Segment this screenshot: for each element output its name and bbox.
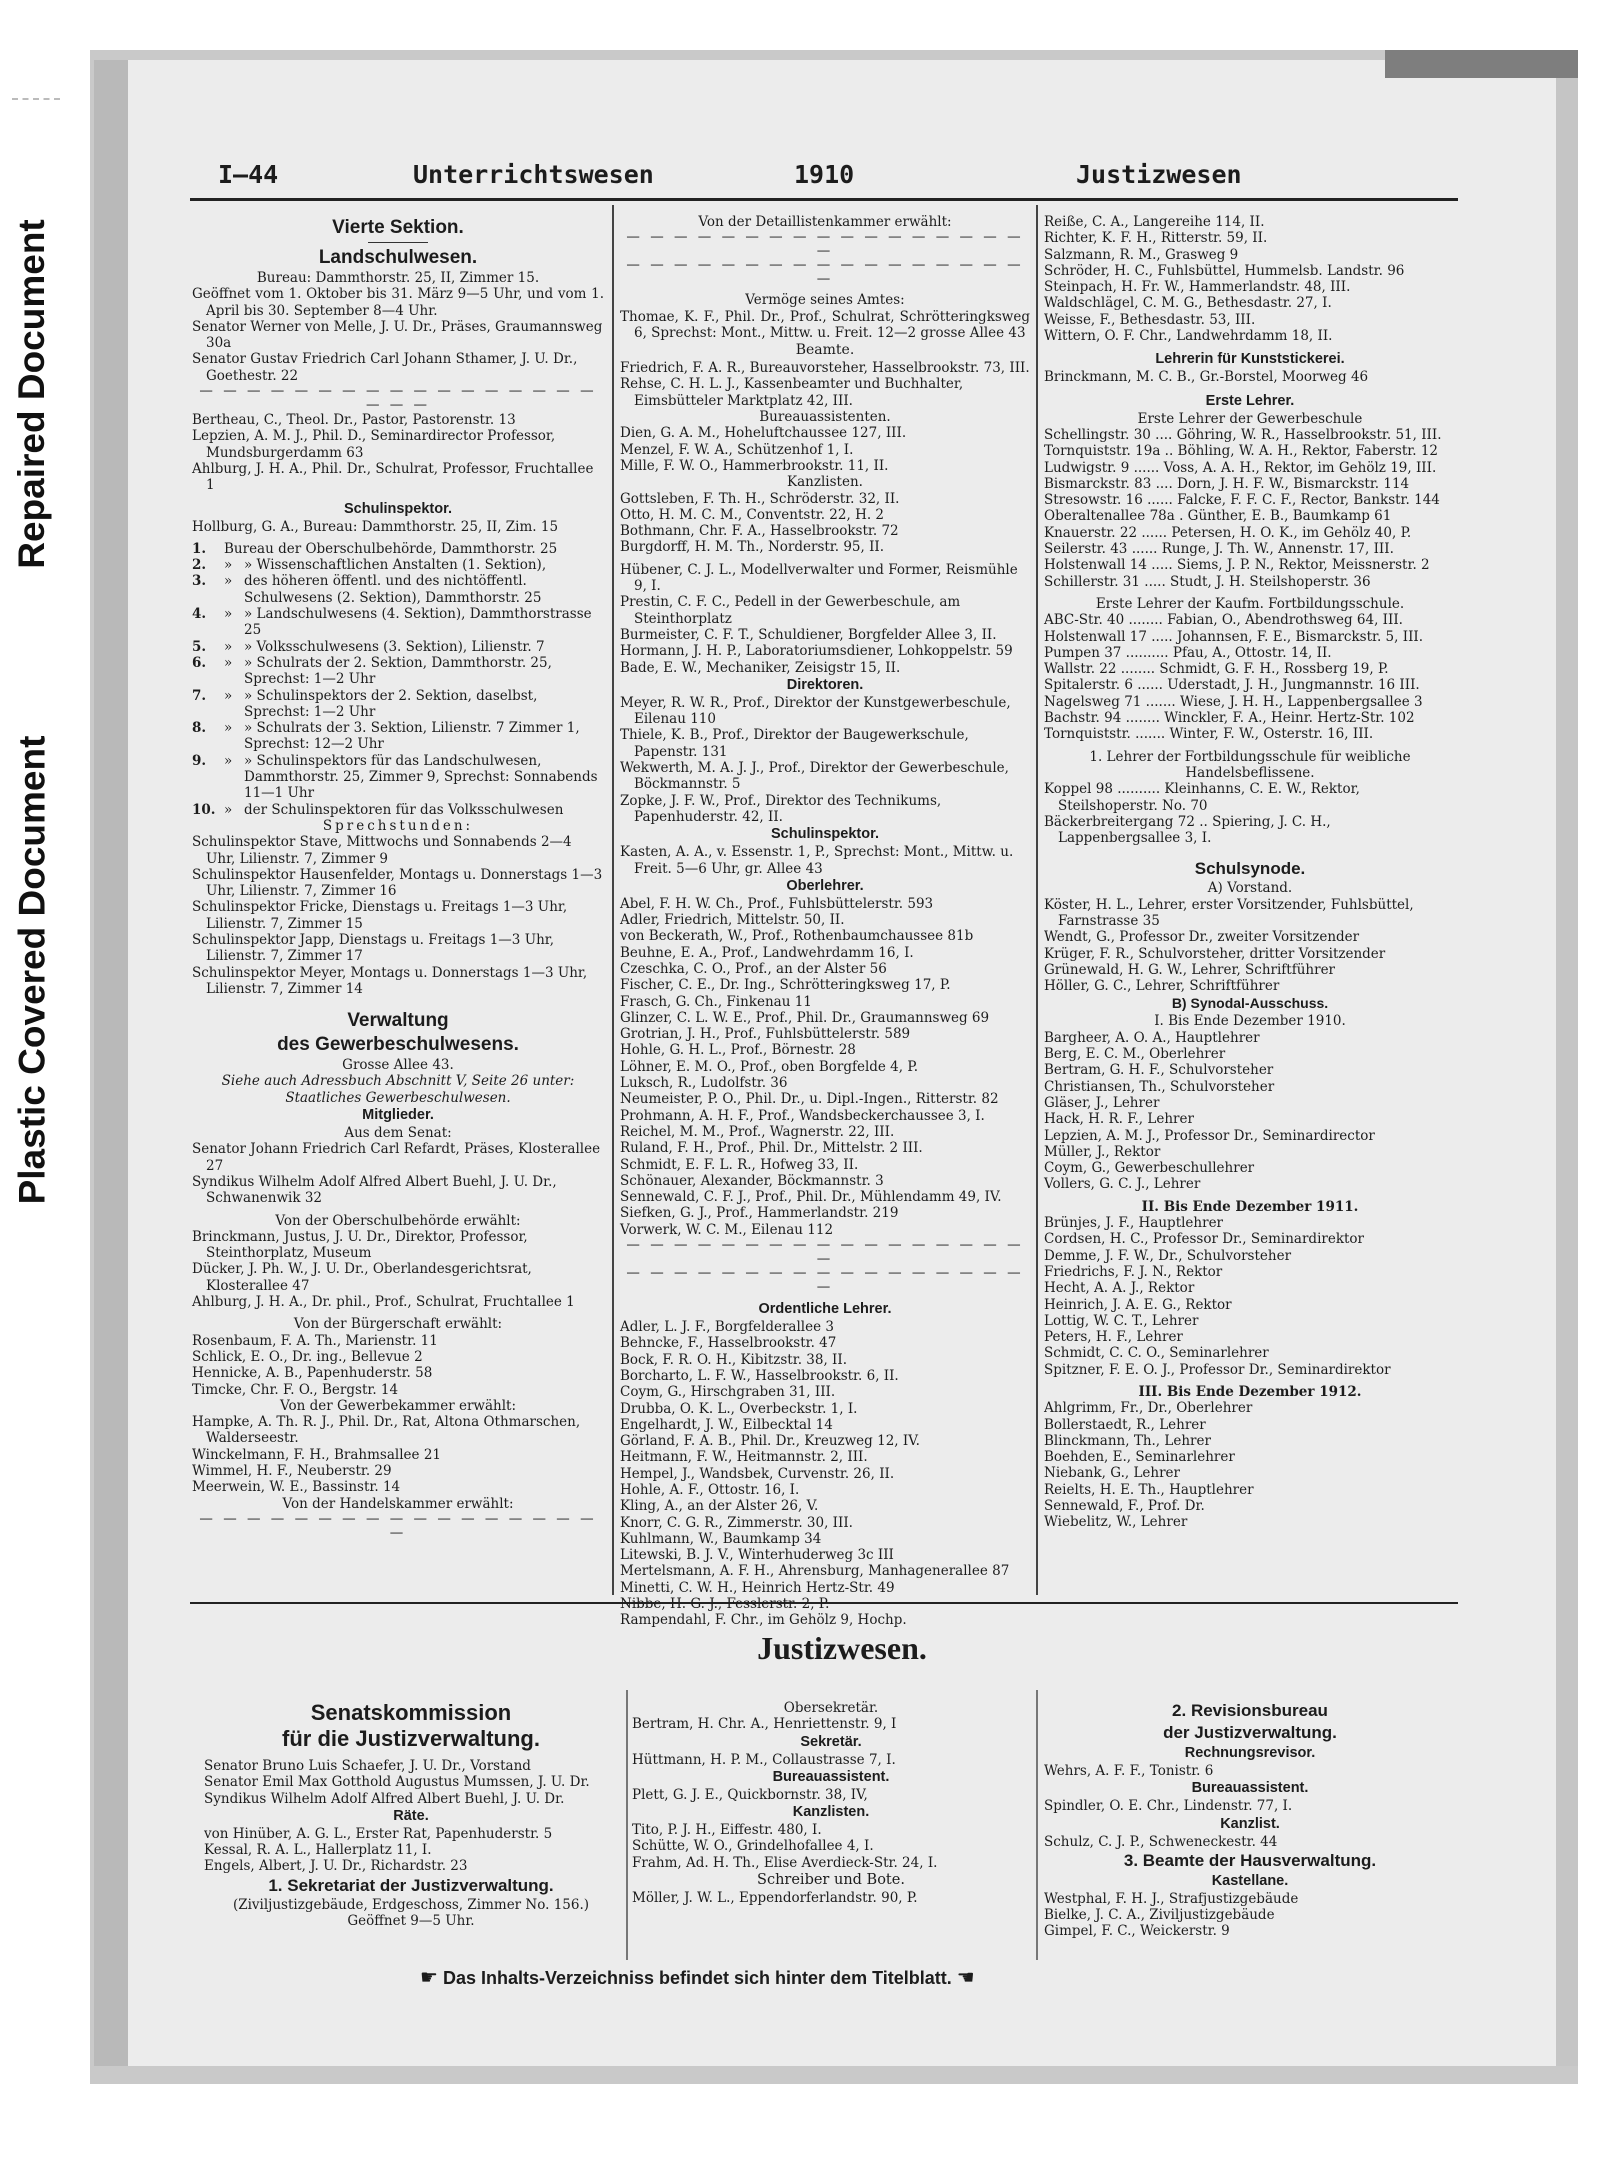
bureau-number: 1. (192, 540, 207, 557)
erste-lehrer-subheading: Erste Lehrer der Gewerbeschule (1137, 410, 1363, 427)
bureau-number: 3. (192, 573, 207, 590)
sprechstunden-heading: Sprechstunden: (322, 817, 474, 834)
buerger-entry: Hennicke, A. B., Papenhuderstr. 58 (192, 1365, 433, 1382)
oberlehrer-entry: Sennewald, C. F. J., Prof., Phil. Dr., Mühlendamm 49, IV. (620, 1189, 1002, 1206)
handel-entry: Bäckerbreitergang 72 .. Spiering, J. C. H., Lappenbergsallee 3, I. (1044, 813, 1331, 847)
lehrer-entry: Engelhardt, J. W., Eilbecktal 14 (620, 1416, 833, 1433)
buerger-entry: Timcke, Chr. F. O., Bergstr. 14 (192, 1381, 399, 1398)
oberlehrer-entry: Neumeister, P. O., Phil. Dr., u. Dipl.-Ingen., Ritterstr. 82 (620, 1091, 999, 1108)
staff-entry: Prestin, C. F. C., Pedell in der Gewerbeschule, am Steinthorplatz (620, 594, 961, 627)
senat-entry: Senator Johann Friedrich Carl Refardt, Präses, Klosterallee 27 (192, 1141, 601, 1174)
sidebar-label-repaired (6, 124, 58, 664)
erste-entry: Seilerstr. 43 ...... Runge, J. Th. W., Annenstr. 17, III. (1044, 541, 1394, 558)
sekretariat-hours: Geöffnet 9—5 Uhr. (347, 1913, 475, 1930)
bureau-row (192, 655, 604, 688)
bote-entry: Möller, J. W. L., Eppendorferlandstr. 90, P. (632, 1890, 918, 1907)
bureau-row (192, 557, 604, 573)
ausschuss-entry: Peters, H. F., Lehrer (1044, 1329, 1183, 1346)
dash-line: — — — — — — — — — — — — — — — — — — (626, 1265, 1024, 1296)
sidebar-label-plastic (6, 700, 58, 1240)
period-1-heading: I. Bis Ende Dezember 1910. (1154, 1013, 1346, 1030)
inspektor-entry: Hollburg, G. A., Bureau: Dammthorstr. 25, II, Zim. 15 (192, 518, 559, 535)
ditto-mark: » (224, 573, 233, 590)
page-fold-shadow (94, 60, 128, 2066)
bureau-number: 2. (192, 557, 207, 574)
gewerbekammer-heading: Von der Gewerbekammer erwählt: (280, 1397, 516, 1414)
vorstand-entry: Wendt, G., Professor Dr., zweiter Vorsitzender (1044, 929, 1360, 946)
sprechstunde-entry: Schulinspektor Stave, Mittwochs und Sonnabends 2—4 Uhr, Lilienstr. 7, Zimmer 9 (192, 834, 572, 867)
kanzlisten-heading: Kanzlisten. (787, 474, 863, 491)
bureau-number: 10. (192, 801, 216, 818)
assist-entry: Mille, F. W. O., Hammerbrookstr. 11, II. (620, 457, 889, 474)
bureauassistent-heading: Bureauassistent. (772, 1768, 890, 1785)
erste-entry: Tornquiststr. 19a .. Böhling, W. A. H., Rektor, Faberstr. 12 (1044, 443, 1439, 460)
revisionsbureau-title: 2. Revisionsbureau (1172, 1701, 1328, 1720)
ausschuss-entry: Wiebelitz, W., Lehrer (1044, 1514, 1188, 1531)
erste-entry: Bismarckstr. 83 .... Dorn, J. H. F. W., Bismarckstr. 114 (1044, 475, 1410, 492)
ausschuss-entry: Schmidt, C. C. O., Seminarlehrer (1044, 1345, 1269, 1362)
ausschuss-entry: Spitzner, F. E. O. J., Professor Dr., Seminardirektor (1044, 1361, 1391, 1378)
rat-entry: Engels, Albert, J. U. Dr., Richardstr. 23 (204, 1858, 468, 1875)
buergerschaft-heading: Von der Bürgerschaft erwählt: (293, 1316, 503, 1333)
revisionsbureau-subtitle: der Justizverwaltung. (1163, 1723, 1337, 1742)
kunst-entry: Brinckmann, M. C. B., Gr.-Borstel, Moorweg 46 (1044, 369, 1369, 386)
justizverwaltung-title: für die Justizverwaltung. (282, 1726, 540, 1751)
direktor-entry: Zopke, J. F. W., Prof., Direktor des Technikums, Papenhuderstr. 42, II. (620, 792, 942, 825)
gewerbe-entry: Winckelmann, F. H., Brahmsallee 21 (192, 1446, 441, 1463)
lehrer-entry: Rampendahl, F. Chr., im Gehölz 9, Hochp. (620, 1612, 907, 1629)
ober-entry: Dücker, J. Ph. W., J. U. Dr., Oberlandesgerichtsrat, Klosterallee 47 (192, 1261, 532, 1294)
lehrer-entry: Adler, L. J. F., Borgfelderallee 3 (620, 1319, 834, 1336)
ditto-mark: » (224, 606, 233, 623)
kanz-entry: Burgdorff, H. M. Th., Norderstr. 95, II. (620, 539, 885, 556)
short-rule (368, 242, 428, 243)
bureau-text: » Landschulwesens (4. Sektion), Dammthorstrasse 25 (244, 606, 592, 639)
pointing-hand-left-icon: ☚ (956, 1967, 975, 1989)
erste-entry: Ludwigstr. 9 ...... Voss, A. A. H., Rektor, im Gehölz 19, III. (1044, 459, 1437, 476)
sprechstunde-entry: Schulinspektor Fricke, Dienstags u. Freitags 1—3 Uhr, Lilienstr. 7, Zimmer 15 (192, 899, 568, 932)
lehrer-entry: Schröder, H. C., Fuhlsbüttel, Hummelsb. Landstr. 96 (1044, 262, 1405, 279)
schulinspektor2-heading: Schulinspektor. (771, 826, 879, 843)
kastellane-heading: Kastellane. (1211, 1872, 1289, 1889)
running-head-right: Justizwesen (1076, 160, 1242, 189)
mitglieder-heading: Mitglieder. (362, 1107, 434, 1124)
kastellan-entry: Bielke, J. C. A., Ziviljustizgebäude (1044, 1907, 1275, 1924)
lehrer-entry: Behncke, F., Hasselbrookstr. 47 (620, 1335, 837, 1352)
bote-heading: Schreiber und Bote. (757, 1872, 905, 1889)
oberlehrer-entry: Löhner, E. M. O., Prof., oben Borgfelde 4, P. (620, 1058, 918, 1075)
bureau-row (192, 573, 604, 606)
justiz-column-rule-2 (1036, 1690, 1038, 1960)
obersekretaer-heading: Obersekretär. (783, 1700, 879, 1716)
oberlehrer-entry: Ruland, F. H., Prof., Phil. Dr., Mittelstr. 2 III. (620, 1140, 923, 1157)
dash-line: — — — — — — — — — — — — — — — — — — — — (199, 383, 597, 414)
ditto-mark: » (224, 638, 233, 655)
fortbildung-heading: Erste Lehrer der Kaufm. Fortbildungsschule. (1095, 595, 1405, 612)
pointing-hand-icon: ☛ (420, 1967, 438, 1989)
rechnungsrevisor-heading: Rechnungsrevisor. (1184, 1745, 1316, 1761)
fort-entry: Tornquiststr. ....... Winter, F. W., Osterstr. 16, III. (1044, 726, 1374, 743)
period-2-heading: II. Bis Ende Dezember 1911. (1141, 1198, 1359, 1215)
gewerbe-entry: Wimmel, H. F., Neuberstr. 29 (192, 1463, 392, 1479)
ausschuss-entry: Niebank, G., Lehrer (1044, 1465, 1180, 1482)
oberlehrer-entry: Grotrian, J. H., Prof., Fuhlsbüttelerstr. 589 (620, 1026, 911, 1043)
amtes-heading: Vermöge seines Amtes: (745, 292, 905, 309)
bureau-number: 4. (192, 606, 207, 623)
verwaltung-title: Verwaltung (347, 1010, 449, 1032)
dash-line: — — — — — — — — — — — — — — — — — — (626, 229, 1024, 260)
sekretariat-heading: 1. Sekretariat der Justizverwaltung. (268, 1875, 554, 1895)
verwaltung-note: Siehe auch Adressbuch Abschnitt V, Seite 26 unter: Staatliches Gewerbeschulwesen. (221, 1073, 575, 1106)
bureauassistent-entry: Plett, G. J. E., Quickbornstr. 38, IV, (632, 1786, 868, 1803)
kastellan-entry: Gimpel, F. C., Weickerstr. 9 (1044, 1923, 1230, 1940)
lehrer-entry: Reiße, C. A., Langereihe 114, II. (1044, 214, 1265, 230)
senat-member-entry: Senator Bruno Luis Schaefer, J. U. Dr., Vorstand (204, 1758, 531, 1774)
vorstand-entry: Grünewald, H. G. W., Lehrer, Schriftführer (1044, 961, 1336, 978)
ausschuss-entry: Ahlgrimm, Fr., Dr., Oberlehrer (1044, 1400, 1253, 1417)
bureau-number: 5. (192, 638, 207, 655)
erste-entry: Knauerstr. 22 ...... Petersen, H. O. K., im Gehölz 40, P. (1044, 524, 1412, 541)
column-rule-1 (612, 205, 614, 1595)
bureau-text: des höheren öffentl. und des nichtöffentl. Schulwesens (2. Sektion), Dammthorstr. 25 (244, 573, 542, 606)
kanzlist-single-entry: Schulz, C. J. P., Schweneckestr. 44 (1044, 1833, 1278, 1850)
ausschuss-entry: Christiansen, Th., Schulvorsteher (1044, 1078, 1275, 1095)
ausschuss-entry: Heinrich, J. A. E. G., Rektor (1044, 1296, 1232, 1313)
bureau-row (192, 720, 604, 753)
raete-heading: Räte. (393, 1807, 429, 1824)
justiz-left-column (204, 1700, 618, 1929)
fort-entry: ABC-Str. 40 ........ Fabian, O., Abendrothsweg 64, III. (1044, 612, 1403, 629)
justiz-right-column (1044, 1700, 1456, 1940)
lehrer-entry: Drubba, O. K. L., Overbeckstr. 1, I. (620, 1400, 858, 1417)
ausschuss-entry: Bargheer, A. O. A., Hauptlehrer (1044, 1029, 1260, 1046)
bureau-row (192, 688, 604, 721)
ditto-mark: » (224, 720, 233, 737)
sekretaer-heading: Sekretär. (800, 1733, 862, 1750)
bureau-text: » Schulrats der 3. Sektion, Lilienstr. 7 Zimmer 1, Sprechst: 12—2 Uhr (244, 720, 580, 753)
ausschuss-entry: Reielts, H. E. Th., Hauptlehrer (1044, 1481, 1254, 1498)
gewerbe-entry: Meerwein, W. E., Bassinstr. 14 (192, 1479, 401, 1496)
fort-entry: Spitalerstr. 6 ...... Uderstadt, J. H., Jungmannstr. 16 III. (1044, 677, 1420, 694)
vorstand-heading: A) Vorstand. (1207, 880, 1293, 897)
lehrer-entry: Coym, G., Hirschgraben 31, III. (620, 1384, 836, 1401)
oberlehrer-entry: Hohle, G. H. L., Prof., Börnestr. 28 (620, 1042, 856, 1059)
fort-entry: Holstenwall 17 ..... Johannsen, F. E., Bismarckstr. 5, III. (1044, 628, 1424, 645)
justiz-middle-column (632, 1700, 1030, 1906)
footer-note (420, 1965, 1420, 1990)
sekretaer-entry: Hüttmann, H. P. M., Collaustrasse 7, I. (632, 1751, 896, 1768)
senat-member-entry: Senator Emil Max Gotthold Augustus Mumssen, J. U. Dr. (204, 1774, 590, 1791)
lehrer-entry: Knorr, C. G. R., Zimmerstr. 30, III. (620, 1514, 853, 1531)
assist-entry: Dien, G. A. M., Hoheluftchaussee 127, III. (620, 425, 907, 442)
erste-entry: Holstenwall 14 ..... Siems, J. P. N., Rektor, Meissnerstr. 2 (1044, 557, 1430, 574)
bureau-text: » Schulrats der 2. Sektion, Dammthorstr. 25, Sprechst: 1—2 Uhr (244, 654, 552, 688)
opening-hours: Geöffnet vom 1. Oktober bis 31. März 9—5 Uhr, und vom 1. April bis 30. September 8—4 Uhr. (192, 286, 604, 319)
handel-entry: Koppel 98 .......... Kleinhanns, C. E. W., Rektor, Steilshoperstr. No. 70 (1044, 781, 1360, 814)
detaillistenkammer-heading: Von der Detaillistenkammer erwählt: (698, 214, 952, 230)
assist-entry: Menzel, F. W. A., Schützenhof 1, I. (620, 441, 854, 458)
column-1 (192, 216, 604, 1540)
lehrer-entry: Nibbe, H. G. J., Fesslerstr. 2, P. (620, 1596, 830, 1613)
vorstand-entry: Krüger, F. R., Schulvorsteher, dritter Vorsitzender (1044, 945, 1386, 962)
column-rule-2 (1036, 205, 1038, 1595)
kanzlist-entry: Frahm, Ad. H. Th., Elise Averdieck-Str. 24, I. (632, 1854, 938, 1871)
assistent-entry: Spindler, O. E. Chr., Lindenstr. 77, I. (1044, 1798, 1293, 1815)
ausschuss-entry: Sennewald, F., Prof. Dr. (1044, 1498, 1205, 1515)
direktor-entry: Meyer, R. W. R., Prof., Direktor der Kunstgewerbeschule, Eilenau 110 (620, 694, 1011, 728)
page-right-edge (1556, 60, 1578, 2066)
justiz-column-rule-1 (626, 1690, 628, 1960)
buerger-entry: Rosenbaum, F. A. Th., Marienstr. 11 (192, 1332, 438, 1349)
oberlehrer-entry: Luksch, R., Ludolfstr. 36 (620, 1075, 788, 1092)
ausschuss-entry: Berg, E. C. M., Oberlehrer (1044, 1046, 1226, 1063)
ausschuss-entry: Brünjes, J. F., Hauptlehrer (1044, 1215, 1224, 1232)
bureau-text: » Schulinspektors für das Landschulwesen, Dammthorstr. 25, Zimmer 9, Sprechst: Sonnabends 11—1 Uhr (244, 752, 598, 802)
staff-entry: Hübener, C. J. L., Modellverwalter und Former, Reismühle 9, I. (620, 561, 1018, 595)
kanzlist-entry: Schütte, W. O., Grindelhofallee 4, I. (632, 1838, 874, 1855)
ditto-mark: » (224, 687, 233, 704)
bureau-row (192, 606, 604, 639)
kanz-entry: Bothmann, Chr. F. A., Hasselbrookstr. 72 (620, 523, 899, 540)
lehrer-entry: Minetti, C. W. H., Heinrich Hertz-Str. 49 (620, 1579, 895, 1596)
lehrer-entry: Wittern, O. F. Chr., Landwehrdamm 18, II. (1044, 328, 1333, 345)
sprechstunde-entry: Schulinspektor Japp, Dienstags u. Freitags 1—3 Uhr, Lilienstr. 7, Zimmer 17 (192, 931, 555, 965)
lehrer-entry: Salzmann, R. M., Grasweg 9 (1044, 246, 1239, 263)
ausschuss-entry: Demme, J. F. W., Dr., Schulvorsteher (1044, 1247, 1292, 1264)
oberlehrer-entry: Schönauer, Alexander, Böckmannstr. 3 (620, 1172, 884, 1189)
lehrer-entry: Heitmann, F. W., Heitmannstr. 2, III. (620, 1449, 868, 1466)
lehrer-entry: Mertelsmann, A. F. H., Ahrensburg, Manhagenerallee 87 (620, 1563, 1010, 1580)
bureau-number: 9. (192, 752, 207, 769)
bureau-text: » Volksschulwesens (3. Sektion), Lilienstr. 7 (244, 638, 545, 655)
lehrer-entry: Hempel, J., Wandsbek, Curvenstr. 26, II. (620, 1465, 895, 1482)
lehrer-entry: Borcharto, L. F. W., Hasselbrookstr. 6, II. (620, 1367, 899, 1384)
member-entry: Senator Gustav Friedrich Carl Johann Sthamer, J. U. Dr., Goethestr. 22 (192, 351, 578, 384)
column-3 (1044, 214, 1456, 1531)
sekretariat-location: (Ziviljustizgebäude, Erdgeschoss, Zimmer No. 156.) (232, 1896, 590, 1913)
ausschuss-entry: Bollerstaedt, R., Lehrer (1044, 1416, 1206, 1433)
inspektor-entry: Kasten, A. A., v. Essenstr. 1, P., Sprechst: Mont., Mittw. u. Freit. 5—6 Uhr, gr. Allee 43 (620, 844, 1014, 877)
footer-text: Das Inhalts-Verzeichniss befindet sich hinter dem Titelblatt. (442, 1968, 952, 1988)
member-entry: Bertheau, C., Theol. Dr., Pastor, Pastorenstr. 13 (192, 412, 516, 429)
ausschuss-entry: Friedrichs, F. J. N., Rektor (1044, 1263, 1223, 1280)
senatskommission-title: Senatskommission (310, 1700, 512, 1725)
bureau-row (192, 802, 604, 818)
ditto-mark: » (224, 557, 233, 574)
handelskammer-heading: Von der Handelskammer erwählt: (282, 1495, 514, 1512)
landschulwesen-title: Landschulwesen. (318, 247, 478, 268)
oberlehrer-entry: Reichel, M. M., Prof., Wagnerstr. 22, III. (620, 1123, 895, 1140)
lehrer-entry: Steinpach, H. Fr. W., Hammerlandstr. 48, III. (1044, 279, 1351, 296)
member-entry: Lepzien, A. M. J., Phil. D., Seminardirector Professor, Mundsburgerdamm 63 (192, 428, 556, 461)
head-rule (190, 198, 1458, 201)
lehrer-entry: Waldschlägel, C. M. G., Bethesdastr. 27, I. (1044, 295, 1332, 312)
gewerbeschulwesen-title: des Gewerbeschulwesens. (277, 1034, 519, 1056)
ausschuss-entry: Bertram, G. H. F., Schulvorsteher (1044, 1062, 1274, 1079)
kanzlist-entry: Tito, P. J. H., Eiffestr. 480, I. (632, 1822, 822, 1839)
oberlehrer-entry: Adler, Friedrich, Mittelstr. 50, II. (620, 912, 845, 929)
erste-entry: Oberaltenallee 78a . Günther, E. B., Baumkamp 61 (1044, 508, 1392, 525)
bureau-row (192, 753, 604, 802)
direktor-entry: Wekwerth, M. A. J. J., Prof., Direktor der Gewerbeschule, Böckmannstr. 5 (620, 760, 1009, 793)
beamte-heading: Beamte. (795, 342, 855, 359)
ausschuss-heading: B) Synodal-Ausschuss. (1171, 995, 1329, 1012)
sprechstunde-entry: Schulinspektor Meyer, Montags u. Donnerstags 1—3 Uhr, Lilienstr. 7, Zimmer 14 (192, 964, 588, 997)
oberlehrer-entry: Czeschka, C. O., Prof., an der Alster 56 (620, 960, 887, 977)
page-top-strip (1385, 50, 1578, 78)
running-head-page: I—44 (218, 160, 279, 189)
bureau-number: 8. (192, 720, 207, 737)
lehrer-entry: Kling, A., an der Alster 26, V. (620, 1498, 819, 1515)
rat-entry: Kessal, R. A. L., Hallerplatz 11, I. (204, 1842, 432, 1859)
running-head-year: 1910 (794, 160, 855, 189)
ausschuss-entry: Müller, J., Rektor (1044, 1143, 1161, 1160)
bureauassistent2-heading: Bureauassistent. (1191, 1780, 1309, 1797)
senat-member-entry: Syndikus Wilhelm Adolf Alfred Albert Buehl, J. U. Dr. (204, 1790, 565, 1807)
lehrer-entry: Görland, F. A. B., Phil. Dr., Kreuzweg 12, IV. (620, 1433, 920, 1450)
vierte-sektion-title: Vierte Sektion. (332, 217, 464, 238)
oberlehrer-entry: Fischer, C. E., Dr. Ing., Schrötteringksweg 17, P. (620, 977, 951, 994)
erste-entry: Schellingstr. 30 .... Göhring, W. R., Hasselbrookstr. 51, III. (1044, 426, 1442, 443)
member-entry: Senator Werner von Melle, J. U. Dr., Präses, Graumannsweg 30a (192, 318, 603, 352)
schulsynode-title: Schulsynode. (1194, 859, 1306, 879)
revisor-entry: Wehrs, A. F. F., Tonistr. 6 (1044, 1763, 1214, 1779)
ditto-mark: » (224, 654, 233, 671)
ausschuss-entry: Coym, G., Gewerbeschullehrer (1044, 1160, 1255, 1177)
bureau-text: Bureau der Oberschulbehörde, Dammthorstr. 25 (224, 540, 558, 557)
bureau-row (192, 639, 604, 655)
bureau-number: 6. (192, 654, 207, 671)
lehrer-entry: Kuhlmann, W., Baumkamp 34 (620, 1530, 822, 1547)
kanz-entry: Gottsleben, F. Th. H., Schröderstr. 32, II. (620, 490, 900, 507)
oberlehrer-entry: Schmidt, E. F. L. R., Hofweg 33, II. (620, 1156, 859, 1173)
fort-entry: Bachstr. 94 ........ Winckler, F. A., Heinr. Hertz-Str. 102 (1044, 710, 1415, 727)
sidebar-label-plastic-text: Plastic Covered Document (11, 735, 52, 1205)
period-3-heading: III. Bis Ende Dezember 1912. (1138, 1384, 1362, 1400)
justizwesen-title: Justizwesen. (757, 1630, 927, 1666)
oberlehrer-heading: Oberlehrer. (786, 877, 864, 894)
ober-entry: Brinckmann, Justus, J. U. Dr., Direktor, Professor, Steinthorplatz, Museum (192, 1228, 528, 1262)
buerger-entry: Schlick, E. O., Dr. ing., Bellevue 2 (192, 1348, 423, 1365)
ausschuss-entry: Gläser, J., Lehrer (1044, 1094, 1160, 1111)
bureau-text: der Schulinspektoren für das Volksschulwesen (244, 801, 564, 818)
oberlehrer-entry: Abel, F. H. W. Ch., Prof., Fuhlsbüttelerstr. 593 (620, 895, 934, 912)
gewerbe-entry: Hampke, A. Th. R. J., Phil. Dr., Rat, Altona Othmarschen, Walderseestr. (192, 1414, 581, 1447)
oberlehrer-entry: Glinzer, C. L. W. E., Prof., Phil. Dr., Graumannsweg 69 (620, 1009, 990, 1026)
column-2 (620, 214, 1030, 1629)
bureau-text: » Schulinspektors der 2. Sektion, daselbst, Sprechst: 1—2 Uhr (244, 687, 538, 720)
bureau-address: Bureau: Dammthorstr. 25, II, Zimmer 15. (256, 270, 540, 286)
fort-entry: Nagelsweg 71 ....... Wiese, J. H. H., Lappenbergsallee 3 (1044, 693, 1423, 710)
vorstand-entry: Höller, G. C., Lehrer, Schriftführer (1044, 978, 1280, 995)
amt-entry: Thomae, K. F., Phil. Dr., Prof., Schulrat, Schrötteringksweg 6, Sprechst: Mont., Mittw. u. Freit. 12—2 grosse Allee 43 (620, 308, 1030, 341)
ausschuss-entry: Vollers, G. C. J., Lehrer (1044, 1176, 1201, 1193)
staff-entry: Hormann, J. H. P., Laboratoriumsdiener, Lohkoppelstr. 59 (620, 643, 1013, 660)
kunststickerei-heading: Lehrerin für Kunststickerei. (1155, 351, 1345, 368)
verwaltung-address: Grosse Allee 43. (342, 1057, 454, 1074)
schulinspektor-heading: Schulinspektor. (344, 500, 452, 517)
ausschuss-entry: Lepzien, A. M. J., Professor Dr., Seminardirector (1044, 1127, 1375, 1144)
oberlehrer-entry: Siefken, G. J., Prof., Hammerlandstr. 219 (620, 1205, 899, 1222)
lehrer-entry: Weisse, F., Bethesdastr. 53, III. (1044, 311, 1256, 328)
running-head-left: Unterrichtswesen (413, 160, 654, 189)
oberlehrer-entry: Prohmann, A. H. F., Prof., Wandsbeckerchaussee 3, I. (620, 1107, 985, 1124)
kanzlist-heading: Kanzlist. (1220, 1815, 1280, 1832)
lehrer-entry: Litewski, B. J. V., Winterhuderweg 3c III (620, 1547, 894, 1564)
kanzlisten2-heading: Kanzlisten. (792, 1804, 870, 1821)
staff-entry: Bade, E. W., Mechaniker, Zeisigstr 15, II. (620, 659, 901, 676)
kanz-entry: Otto, H. M. C. M., Conventstr. 22, H. 2 (620, 506, 885, 523)
ausschuss-entry: Lottig, W. C. T., Lehrer (1044, 1312, 1199, 1329)
ordentliche-lehrer-heading: Ordentliche Lehrer. (758, 1301, 892, 1318)
vorstand-entry: Köster, H. L., Lehrer, erster Vorsitzender, Fuhlsbüttel, Farnstrasse 35 (1044, 896, 1414, 929)
erste-lehrer-heading: Erste Lehrer. (1205, 392, 1295, 409)
ausschuss-entry: Boehden, E., Seminarlehrer (1044, 1449, 1235, 1466)
dash-line: — — — — — — — — — — — — — — — — — — (626, 1237, 1024, 1268)
ausschuss-entry: Cordsen, H. C., Professor Dr., Seminardirektor (1044, 1231, 1365, 1248)
assistenten-heading: Bureauassistenten. (759, 409, 891, 426)
beamte-entry: Friedrich, F. A. R., Bureauvorsteher, Hasselbrookstr. 73, III. (620, 360, 1030, 377)
oberlehrer-entry: Vorwerk, W. C. M., Eilenau 112 (620, 1221, 834, 1238)
oberlehrer-entry: Beuhne, E. A., Prof., Landwehrdamm 16, I. (620, 944, 914, 961)
beamte-entry: Rehse, C. H. L. J., Kassenbeamter und Buchhalter, Eimsbütteler Marktplatz 42, III. (620, 376, 964, 409)
ditto-mark: » (224, 752, 233, 769)
lehrer-entry: Hohle, A. F., Ottostr. 16, I. (620, 1482, 800, 1498)
member-entry: Ahlburg, J. H. A., Phil. Dr., Schulrat, Professor, Fruchtallee 1 (192, 460, 594, 494)
bureau-number: 7. (192, 687, 207, 704)
ober-entry: Ahlburg, J. H. A., Dr. phil., Prof., Schulrat, Fruchtallee 1 (192, 1294, 575, 1311)
fort-entry: Pumpen 37 .......... Pfau, A., Ottostr. 14, II. (1044, 644, 1332, 661)
edge-dash-mark (12, 98, 60, 100)
staff-entry: Burmeister, C. F. T., Schuldiener, Borgfelder Allee 3, II. (620, 626, 997, 643)
obersekretaer-entry: Bertram, H. Chr. A., Henriettenstr. 9, I (632, 1716, 897, 1733)
sprechstunde-entry: Schulinspektor Hausenfelder, Montags u. Donnerstags 1—3 Uhr, Lilienstr. 7, Zimmer 16 (192, 866, 603, 900)
bureau-text: » Wissenschaftlichen Anstalten (1. Sektion), (244, 557, 547, 574)
direktor-entry: Thiele, K. B., Prof., Direktor der Baugewerkschule, Papenstr. 131 (620, 727, 969, 760)
fort-entry: Wallstr. 22 ........ Schmidt, G. F. H., Rossberg 19, P. (1044, 661, 1389, 678)
dash-line: — — — — — — — — — — — — — — — — — — (199, 1510, 597, 1541)
hausverwaltung-heading: 3. Beamte der Hausverwaltung. (1123, 1850, 1377, 1870)
sidebar-label-repaired-text: Repaired Document (11, 219, 53, 569)
oberlehrer-entry: von Beckerath, W., Prof., Rothenbaumchaussee 81b (620, 928, 974, 945)
senat-entry: Syndikus Wilhelm Adolf Alfred Albert Buehl, J. U. Dr., Schwanenwik 32 (192, 1173, 557, 1207)
lehrer-entry: Bock, F. R. O. H., Kibitzstr. 38, II. (620, 1351, 847, 1368)
lehrer-entry: Richter, K. F. H., Ritterstr. 59, II. (1044, 230, 1268, 247)
oberlehrer-entry: Frasch, G. Ch., Finkenau 11 (620, 993, 812, 1010)
bureau-row (192, 541, 604, 557)
handelsschule-heading: 1. Lehrer der Fortbildungsschule für weibliche Handelsbeflissene. (1089, 748, 1411, 781)
ausschuss-entry: Blinckmann, Th., Lehrer (1044, 1432, 1211, 1449)
rat-entry: von Hinüber, A. G. L., Erster Rat, Papenhuderstr. 5 (204, 1825, 553, 1842)
ditto-mark: » (224, 801, 233, 818)
erste-entry: Schillerstr. 31 ..... Studt, J. H. Steilshoperstr. 36 (1044, 573, 1371, 590)
senat-heading: Aus dem Senat: (344, 1125, 452, 1142)
kastellan-entry: Westphal, F. H. J., Strafjustizgebäude (1044, 1890, 1299, 1907)
dash-line: — — — — — — — — — — — — — — — — — — (626, 257, 1024, 288)
ausschuss-entry: Hack, H. R. F., Lehrer (1044, 1111, 1194, 1128)
ausschuss-entry: Hecht, A. A. J., Rektor (1044, 1280, 1195, 1297)
oberschulbehoerde-heading: Von der Oberschulbehörde erwählt: (275, 1212, 521, 1229)
erste-entry: Stresowstr. 16 ...... Falcke, F. F. C. F., Rector, Bankstr. 144 (1044, 492, 1440, 509)
direktoren-heading: Direktoren. (786, 676, 864, 693)
